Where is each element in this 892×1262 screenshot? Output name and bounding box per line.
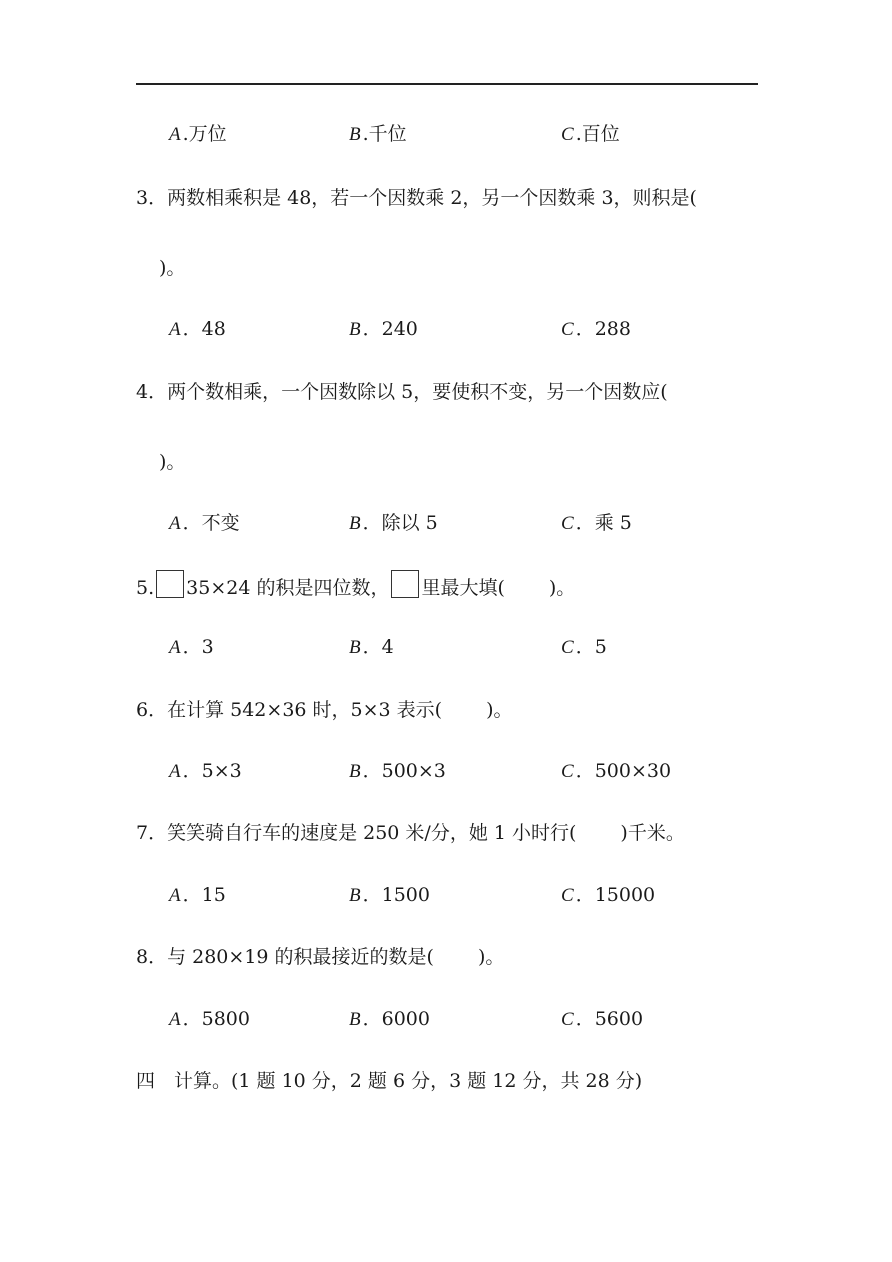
question-6-stem: 6．在计算 542×36 时，5×3 表示( bbox=[136, 699, 443, 721]
option-b: B ．4 bbox=[349, 636, 394, 658]
option-c: C .百位 bbox=[561, 123, 620, 145]
question-8-options bbox=[0, 1007, 892, 1031]
question-4-continuation: )。 bbox=[159, 451, 186, 473]
header-rule bbox=[136, 83, 758, 85]
option-b: B ．6000 bbox=[349, 1008, 430, 1030]
question-5-stem: 35×24 的积是四位数， bbox=[186, 577, 390, 599]
question-5-options bbox=[0, 635, 892, 659]
option-c: C ．15000 bbox=[561, 884, 656, 906]
question-8-text bbox=[136, 945, 504, 969]
question-5-end: )。 bbox=[548, 577, 576, 599]
option-c: C ．288 bbox=[561, 318, 631, 340]
question-7-options bbox=[0, 883, 892, 907]
question-4-text: 4．两个数相乘，一个因数除以 5，要使积不变，另一个因数应( bbox=[136, 381, 668, 403]
option-c: C ．乘 5 bbox=[561, 512, 632, 534]
question-6-end: )。 bbox=[486, 699, 513, 721]
question-8-stem: 8．与 280×19 的积最接近的数是( bbox=[136, 946, 434, 968]
options-top bbox=[0, 122, 892, 146]
option-b: B ．240 bbox=[349, 318, 418, 340]
question-6-text bbox=[136, 698, 513, 722]
option-c: C ．500×30 bbox=[561, 760, 672, 782]
question-8-end: )。 bbox=[477, 946, 505, 968]
question-3-options bbox=[0, 317, 892, 341]
question-7-end: )千米。 bbox=[620, 822, 685, 844]
option-a: A ．48 bbox=[169, 318, 226, 340]
question-3-text: 3．两数相乘积是 48，若一个因数乘 2，另一个因数乘 3，则积是( bbox=[136, 187, 697, 209]
option-a: A ．5800 bbox=[169, 1008, 250, 1030]
blank-box bbox=[391, 570, 419, 598]
option-a: A .万位 bbox=[169, 123, 227, 145]
option-c: C ．5600 bbox=[561, 1008, 644, 1030]
question-4-options bbox=[0, 511, 892, 535]
option-a: A ．15 bbox=[169, 884, 226, 906]
blank-box bbox=[156, 570, 184, 598]
option-a: A ．3 bbox=[169, 636, 214, 658]
option-b: B .千位 bbox=[349, 123, 407, 145]
question-7-stem: 7．笑笑骑自行车的速度是 250 米/分，她 1 小时行( bbox=[136, 822, 577, 844]
option-b: B ．1500 bbox=[349, 884, 430, 906]
question-7-text bbox=[136, 821, 685, 845]
option-a: A ．5×3 bbox=[169, 760, 242, 782]
option-b: B ．除以 5 bbox=[349, 512, 438, 534]
section-4-heading: 四 计算。(1 题 10 分，2 题 6 分，3 题 12 分，共 28 分) bbox=[136, 1070, 643, 1092]
question-3-continuation: )。 bbox=[159, 257, 186, 279]
question-5-number: 5. bbox=[136, 577, 155, 599]
question-5-text bbox=[136, 570, 575, 600]
option-b: B ．500×3 bbox=[349, 760, 446, 782]
question-6-options bbox=[0, 759, 892, 783]
option-a: A ．不变 bbox=[169, 512, 240, 534]
option-c: C ．5 bbox=[561, 636, 607, 658]
question-5-suffix: 里最大填( bbox=[421, 577, 505, 599]
